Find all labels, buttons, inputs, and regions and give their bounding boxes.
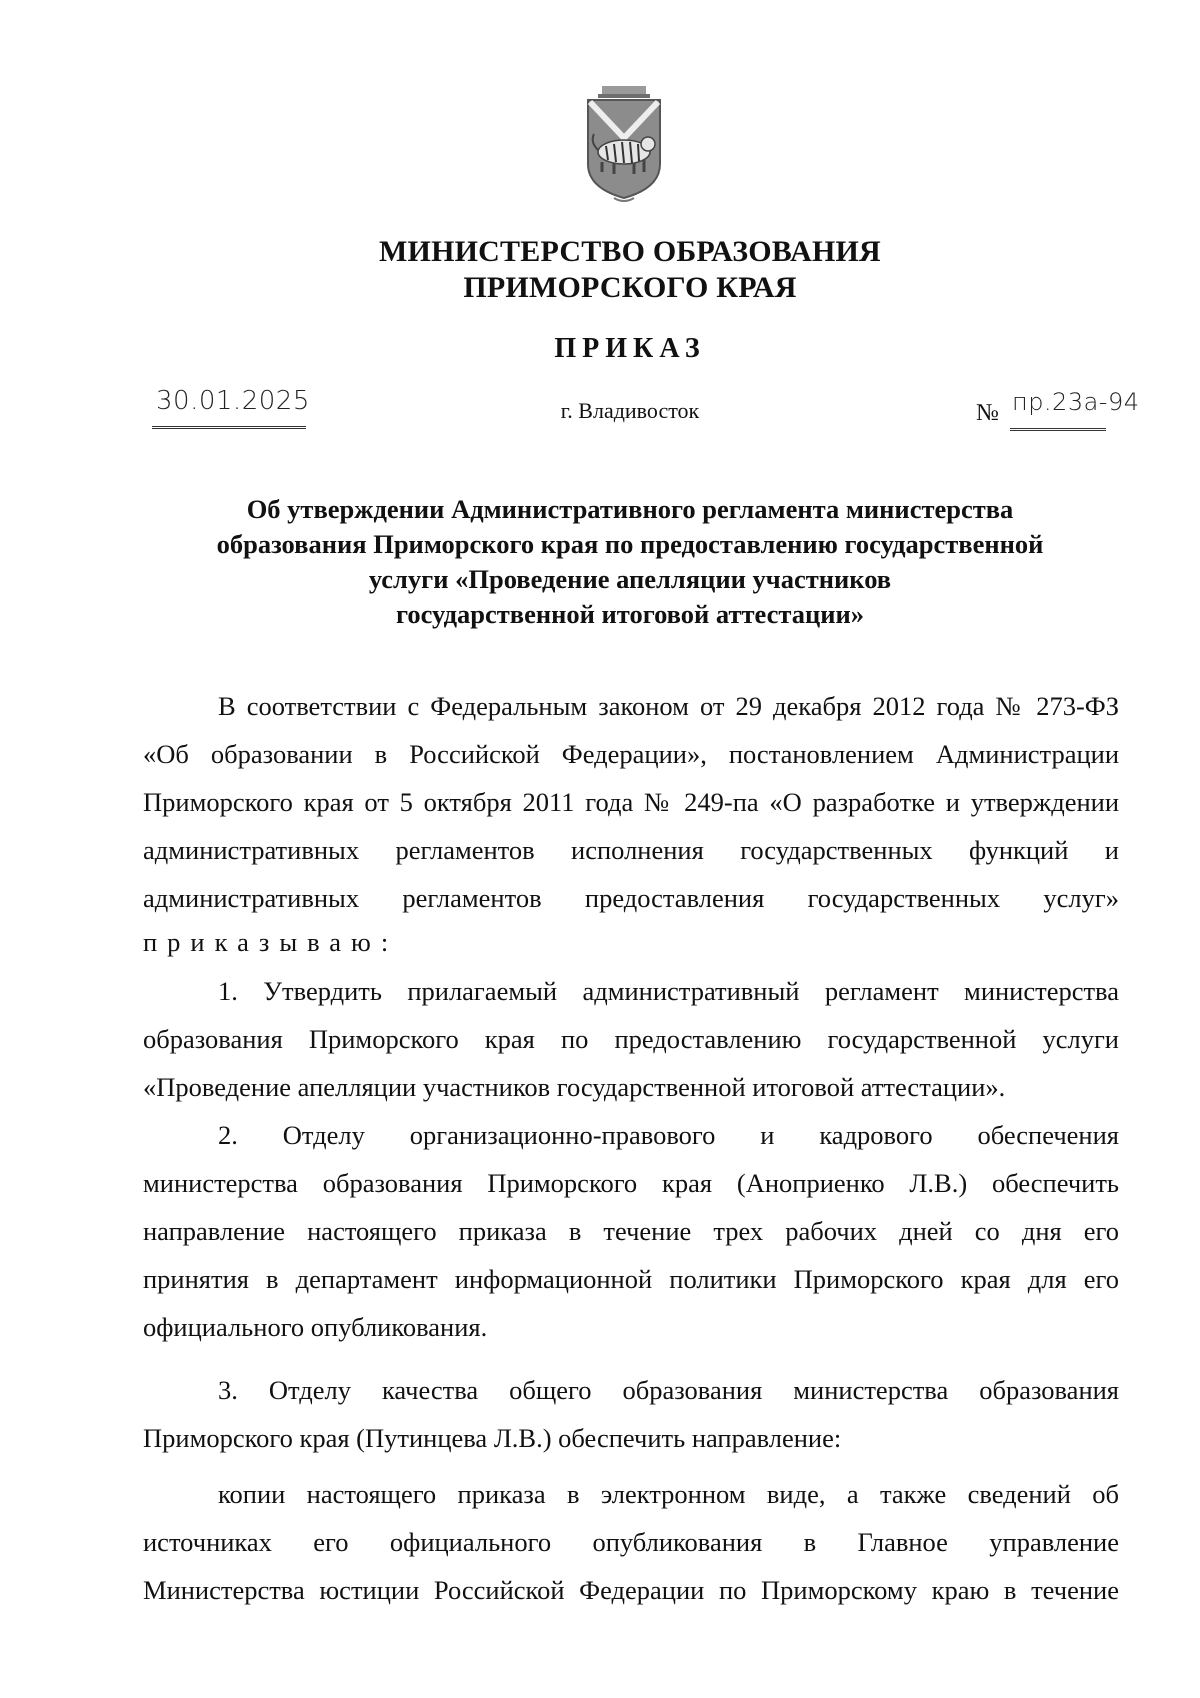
- body-line: административных регламентов исполнения государственных функций и: [143, 835, 1119, 865]
- body-line: копии настоящего приказа в электронном виде, а также сведений об: [218, 1479, 1119, 1509]
- body-line: В соответствии с Федеральным законом от 29 декабря 2012 года № 273-ФЗ: [218, 691, 1119, 721]
- body-line: Министерства юстиции Российской Федерации по Приморскому краю в течение: [143, 1575, 1119, 1605]
- body-line: административных регламентов предоставления государственных услуг»: [143, 883, 1119, 913]
- body-line: Приморского края от 5 октября 2011 года № 249-па «О разработке и утверждении: [143, 787, 1119, 817]
- body-line: 3. Отделу качества общего образования министерства образования: [218, 1375, 1119, 1405]
- body-line: официального опубликования.: [143, 1312, 488, 1342]
- number-sign: №: [976, 400, 999, 426]
- subject-line: Об утверждении Административного регламента министерства: [246, 494, 1014, 524]
- subject-line: услуги «Проведение апелляции участников: [368, 564, 892, 594]
- subject-line: государственной итоговой аттестации»: [395, 599, 865, 629]
- number-field: [1010, 388, 1140, 431]
- ministry-name-line1: МИНИСТЕРСТВО ОБРАЗОВАНИЯ: [379, 235, 881, 268]
- city: г. Владивосток: [560, 398, 700, 423]
- body-line: 1. Утвердить прилагаемый административный регламент министерства: [218, 976, 1119, 1006]
- body-line: образования Приморского края по предоставлению государственной услуги: [143, 1024, 1119, 1054]
- coat-of-arms-icon: [584, 86, 664, 204]
- body-line: «Проведение апелляции участников государственной итоговой аттестации».: [143, 1072, 1006, 1102]
- order-date: 30.01.2025: [156, 386, 310, 416]
- order-word: приказываю:: [143, 927, 399, 957]
- body-line: источниках его официального опубликования в Главное управление: [143, 1527, 1119, 1557]
- body-line: 2. Отделу организационно-правового и кадрового обеспечения: [218, 1120, 1119, 1150]
- order-number: пр.23а-94: [1012, 388, 1140, 416]
- subject-line: образования Приморского края по предоставлению государственной: [216, 529, 1044, 559]
- body-line: принятия в департамент информационной политики Приморского края для его: [143, 1264, 1119, 1294]
- body-line: Приморского края (Путинцева Л.В.) обеспечить направление:: [143, 1423, 842, 1453]
- document-type: ПРИКАЗ: [554, 333, 706, 364]
- ministry-name-line2: ПРИМОРСКОГО КРАЯ: [463, 271, 797, 304]
- body-line: министерства образования Приморского края (Аноприенко Л.В.) обеспечить: [143, 1168, 1119, 1198]
- body-line: «Об образовании в Российской Федерации», постановлением Администрации: [143, 739, 1119, 769]
- body-line: направление настоящего приказа в течение трех рабочих дней со дня его: [143, 1216, 1119, 1246]
